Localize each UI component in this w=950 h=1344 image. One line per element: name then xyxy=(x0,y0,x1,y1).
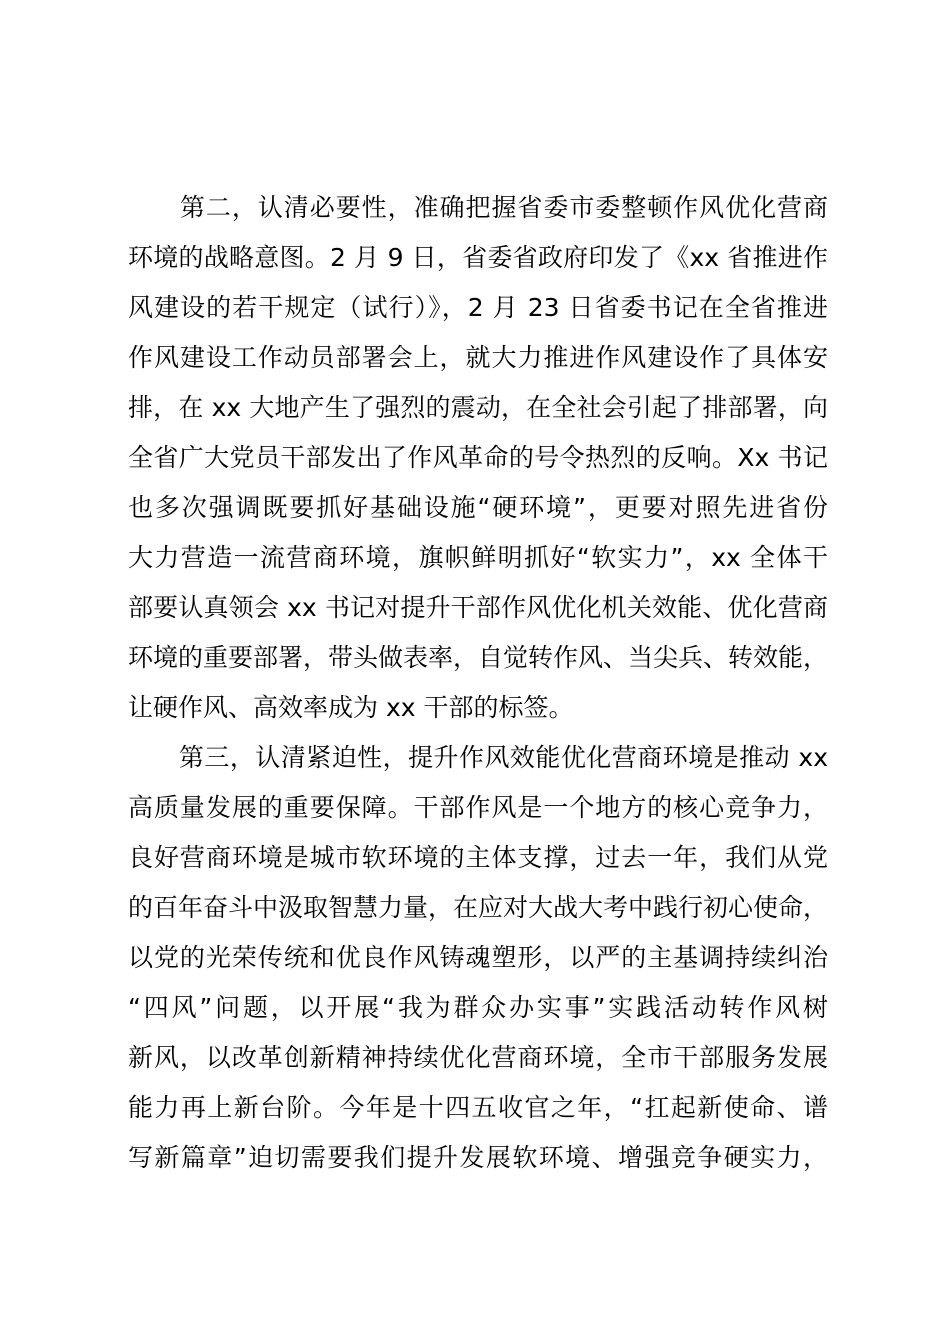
text-line: 新风，以改革创新精神持续优化营商环境，全市干部服务发展 xyxy=(128,1043,828,1072)
paragraph-2 xyxy=(128,183,828,733)
text-line: 第二，认清必要性，准确把握省委市委整顿作风优化营商 xyxy=(128,193,828,222)
text-line: 以党的光荣传统和优良作风铸魂塑形，以严的主基调持续纠治 xyxy=(128,943,828,972)
text-line: 环境的重要部署，带头做表率，自觉转作风、当尖兵、转效能， xyxy=(128,643,829,672)
text-line: 高质量发展的重要保障。干部作风是一个地方的核心竞争力， xyxy=(128,793,828,822)
text-line: 环境的战略意图。2 月 9 日，省委省政府印发了《xx 省推进作 xyxy=(128,243,828,272)
text-line: 排，在 xx 大地产生了强烈的震动，在全社会引起了排部署，向 xyxy=(128,393,828,422)
text-line: 也多次强调既要抓好基础设施“硬环境”，更要对照先进省份 xyxy=(128,493,828,522)
text-line: 良好营商环境是城市软环境的主体支撑，过去一年，我们从党 xyxy=(128,843,828,872)
text-line: 作风建设工作动员部署会上，就大力推进作风建设作了具体安 xyxy=(128,343,828,372)
text-line: 部要认真领会 xx 书记对提升干部作风优化机关效能、优化营商 xyxy=(128,593,828,622)
text-line: 全省广大党员干部发出了作风革命的号令热烈的反响。Xx 书记 xyxy=(128,443,828,472)
text-line: 的百年奋斗中汲取智慧力量，在应对大战大考中践行初心使命， xyxy=(128,893,829,922)
text-line: 风建设的若干规定（试行）》，2 月 23 日省委书记在全省推进 xyxy=(128,293,828,322)
text-line: “四风”问题，以开展“我为群众办实事”实践活动转作风树 xyxy=(128,993,828,1022)
text-line: 写新篇章”迫切需要我们提升发展软环境、增强竞争硬实力， xyxy=(128,1143,828,1172)
text-line: 大力营造一流营商环境，旗帜鲜明抓好“软实力”，xx 全体干 xyxy=(128,543,828,572)
text-line: 让硬作风、高效率成为 xx 干部的标签。 xyxy=(128,693,574,722)
paragraph-3 xyxy=(128,733,828,1183)
text-line: 能力再上新台阶。今年是十四五收官之年，“扛起新使命、谱 xyxy=(128,1093,828,1122)
document-body xyxy=(128,183,828,1183)
text-line: 第三，认清紧迫性，提升作风效能优化营商环境是推动 xx xyxy=(128,743,828,772)
